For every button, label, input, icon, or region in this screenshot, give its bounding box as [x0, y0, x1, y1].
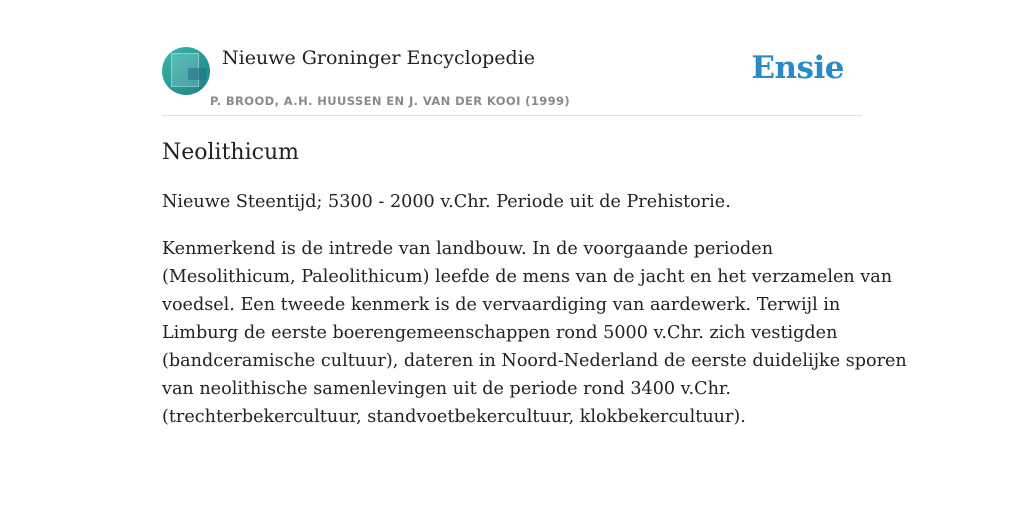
source-header: [162, 40, 862, 116]
entry-body-line: (bandceramische cultuur), dateren in Noord-Nederland de eerste duidelijke sporen: [162, 351, 907, 371]
book-cover-band: [188, 68, 206, 80]
source-authors: P. BROOD, A.H. HUUSSEN EN J. VAN DER KOOI (1999): [210, 94, 571, 108]
entry-card: [162, 40, 907, 431]
entry-definition: Nieuwe Steentijd; 5300 - 2000 v.Chr. Periode uit de Prehistorie.: [162, 192, 731, 212]
entry-body: [162, 235, 907, 431]
entry-body-line: (trechterbekercultuur, standvoetbekercultuur, klokbekercultuur).: [162, 407, 746, 427]
entry-body-line: (Mesolithicum, Paleolithicum) leefde de mens van de jacht en het verzamelen van: [162, 267, 893, 287]
entry-term: Neolithicum: [162, 140, 299, 165]
entry-body-line: van neolithische samenlevingen uit de periode rond 3400 v.Chr.: [162, 379, 731, 399]
ensie-logo[interactable]: Ensie: [751, 50, 844, 86]
entry-body-line: Kenmerkend is de intrede van landbouw. In de voorgaande perioden: [162, 239, 774, 259]
book-cover-thumbnail[interactable]: [162, 47, 210, 95]
source-title[interactable]: Nieuwe Groninger Encyclopedie: [222, 47, 536, 69]
entry-body-line: Limburg de eerste boerengemeenschappen rond 5000 v.Chr. zich vestigden: [162, 323, 838, 343]
entry-body-line: voedsel. Een tweede kenmerk is de vervaardiging van aardewerk. Terwijl in: [162, 295, 841, 315]
